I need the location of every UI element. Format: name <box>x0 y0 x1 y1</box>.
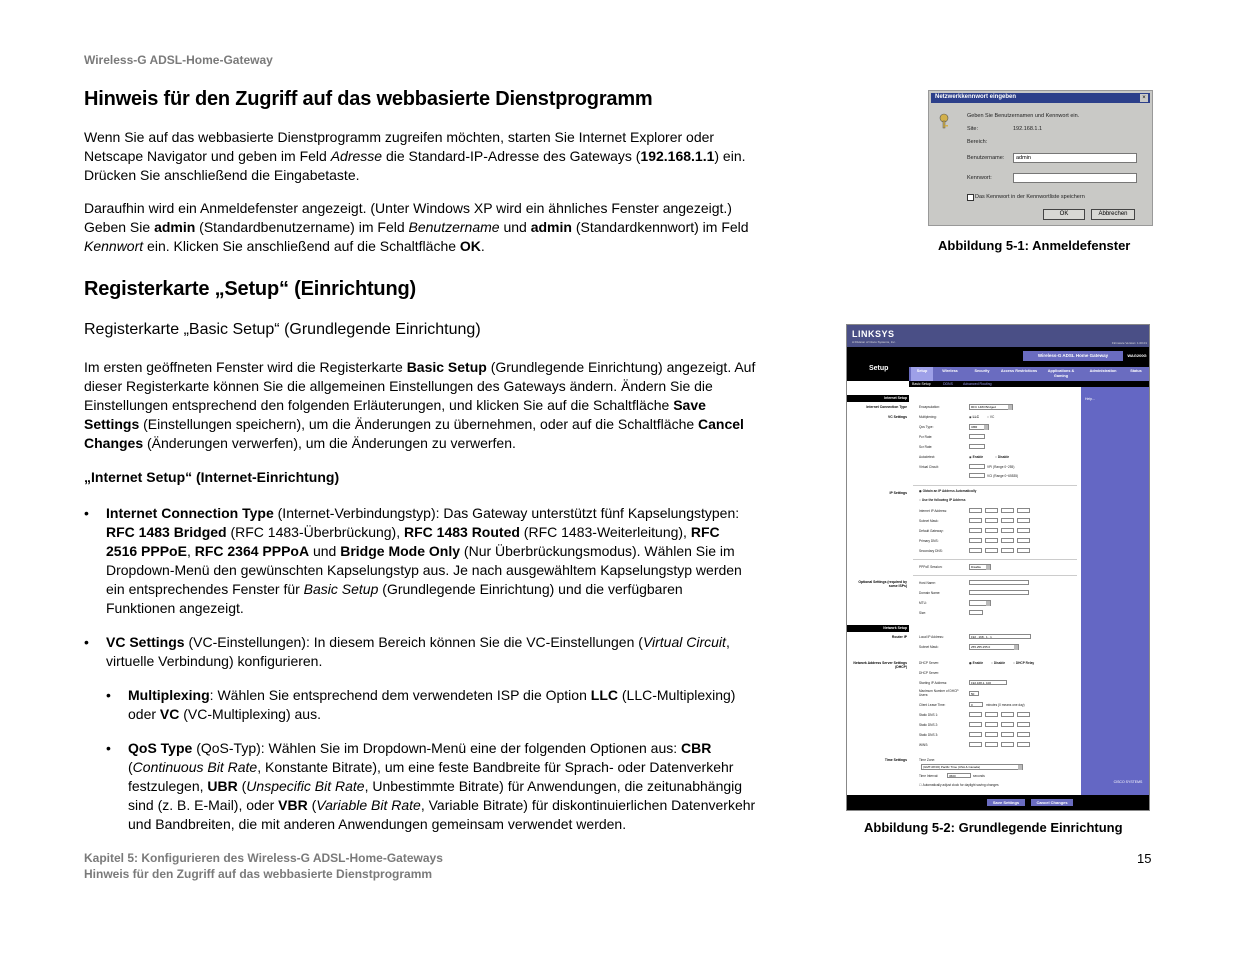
label-ip-settings: IP Settings <box>889 491 907 495</box>
key-icon <box>939 113 953 129</box>
ip-octet-input[interactable] <box>1001 722 1014 727</box>
label-dhcp: Network Address Server Settings (DHCP) <box>853 661 907 669</box>
section-title: Internet Setup <box>884 396 907 400</box>
password-label: Kennwort: <box>967 175 992 181</box>
linksys-logo: LINKSYS <box>852 329 895 339</box>
ip-octet-input[interactable] <box>985 518 998 523</box>
footer-section: Hinweis für den Zugriff auf das webbasierte Dienstprogramm <box>84 867 433 881</box>
firmware-version: Firmware Version: 1.00.01 <box>1111 341 1147 345</box>
tab-status[interactable]: Status <box>1130 369 1142 373</box>
interval-unit: seconds <box>973 774 985 778</box>
row-time-zone: Time Zone: <box>919 758 936 762</box>
start-ip-input[interactable]: 192.168.1. 100 <box>969 680 1007 685</box>
ip-octet-input[interactable] <box>985 508 998 513</box>
row-autodetect: Autodetect: <box>919 455 936 459</box>
ip-octet-input[interactable] <box>969 508 982 513</box>
bullet-marker: • <box>106 687 111 703</box>
help-link[interactable]: Help... <box>1085 397 1096 401</box>
ip-octet-input[interactable] <box>969 722 982 727</box>
row-internet-ip: Internet IP Address: <box>919 509 947 513</box>
obtain-ip-radio[interactable]: ◉ Obtain an IP Address Automatically <box>919 489 977 493</box>
tab-access-restrictions[interactable]: Access Restrictions <box>1000 369 1038 373</box>
section-bar-internet-setup <box>847 395 909 402</box>
tab-applications-gaming[interactable]: Applications & Gaming <box>1047 369 1075 378</box>
ip-octet-input[interactable] <box>1017 548 1030 553</box>
bullet-vc-settings <box>84 633 764 673</box>
paragraph-access-1: Wenn Sie auf das webbasierte Dienstprogramm zugreifen möchten, starten Sie Internet Explorer oder Netscape Navigator und geben im Feld Adresse die Standard-IP-Adresse des Gateways (192.168.1.1) ein. Drücken Sie anschließend die Eingabetaste. <box>84 129 746 183</box>
save-password-checkbox[interactable] <box>967 194 974 201</box>
running-header: Wireless-G ADSL-Home-Gateway <box>84 53 273 67</box>
subsection-heading-basic-setup: Registerkarte „Basic Setup“ (Grundlegende Einrichtung) <box>84 321 481 338</box>
llc-radio[interactable]: ◉ LLC <box>969 415 979 419</box>
router-header <box>847 325 1150 347</box>
ip-octet-input[interactable] <box>985 742 998 747</box>
save-password-label: Das Kennwort in der Kennwortliste speichern <box>975 194 1085 200</box>
domain-name-input[interactable] <box>969 590 1029 595</box>
ip-octet-input[interactable] <box>969 538 982 543</box>
cancel-changes-button[interactable]: Cancel Changes <box>1031 799 1073 806</box>
figure-caption-login: Abbildung 5-1: Anmeldefenster <box>938 238 1131 253</box>
section-heading-access: Hinweis für den Zugriff auf das webbasierte Dienstprogramm <box>84 88 653 110</box>
local-ip-input[interactable]: 192 . 168 . 1 . 1 <box>969 634 1031 639</box>
ip-octet-input[interactable] <box>985 722 998 727</box>
product-name: Wireless-G ADSL Home Gateway <box>1023 351 1123 361</box>
pcr-input[interactable] <box>969 434 985 439</box>
lease-input[interactable]: 0 <box>969 702 983 707</box>
row-host-name: Host Name: <box>919 581 936 585</box>
left-column <box>847 387 909 811</box>
ip-octet-input[interactable] <box>969 548 982 553</box>
ip-octet-input[interactable] <box>1017 528 1030 533</box>
row-static-dns-2: Static DNS 2: <box>919 723 939 727</box>
paragraph-basic-setup: Im ersten geöffneten Fenster wird die Registerkarte Basic Setup (Grundlegende Einrichtung) angezeigt. Auf dieser Registerkarte können Sie die allgemeinen Einstellungen des Gateways ändern. Ändern Sie die Einstellungen entsprechend den folgenden Erläuterungen, und klicken Sie auf die Schaltfläche Save Settings (Einstellungen speichern), um die Änderungen zu übernehmen, oder auf die Schaltfläche Cancel Changes (Änderungen verwerfen), um die Änderungen zu verwerfen. <box>84 359 756 451</box>
divider <box>913 485 1077 486</box>
row-scr: Scr Rate: <box>919 445 933 449</box>
row-subnet-mask: Subnet Mask: <box>919 645 939 649</box>
row-secondary-dns: Secondary DNS: <box>919 549 943 553</box>
size-input[interactable] <box>969 610 983 615</box>
row-subnet: Subnet Mask: <box>919 519 939 523</box>
row-max-users: Maximum Number of DHCP Users: <box>919 689 959 697</box>
row-size: Size: <box>919 611 927 615</box>
label-vc-settings: VC Settings <box>887 415 907 419</box>
ip-octet-input[interactable] <box>1001 742 1014 747</box>
ip-octet-input[interactable] <box>1017 742 1030 747</box>
divider <box>913 559 1077 560</box>
bullet-qos-type <box>106 739 766 839</box>
ip-octet-input[interactable] <box>1001 538 1014 543</box>
ok-button[interactable]: OK <box>1043 209 1085 220</box>
ip-octet-input[interactable] <box>1001 528 1014 533</box>
row-gateway: Default Gateway: <box>919 529 944 533</box>
time-zone-select[interactable]: (GMT-08:00) Pacific Time (USA & Canada) <box>921 764 1023 770</box>
password-field[interactable] <box>1013 173 1137 183</box>
logo-subtitle: A Division of Cisco Systems, Inc. <box>852 340 896 344</box>
tab-administration[interactable]: Administration <box>1089 369 1117 373</box>
site-value: 192.168.1.1 <box>1013 126 1043 132</box>
label-time-settings: Time Settings <box>884 758 907 762</box>
ip-octet-input[interactable] <box>969 732 982 737</box>
figure-login-dialog <box>928 90 1153 226</box>
ip-octet-input[interactable] <box>1001 518 1014 523</box>
save-settings-button[interactable]: Save Settings <box>987 799 1025 806</box>
ip-octet-input[interactable] <box>969 742 982 747</box>
row-pppoe: PPPoE Session: <box>919 565 943 569</box>
ip-octet-input[interactable] <box>985 732 998 737</box>
row-multiplexing: Multiplexing: <box>919 415 937 419</box>
row-qos: Qos Type: <box>919 425 934 429</box>
vpi-range: VPI (Range 0~255) <box>987 465 1015 469</box>
encapsulation-select[interactable]: RFC 1483 Bridged <box>969 404 1013 410</box>
ip-octet-input[interactable] <box>969 528 982 533</box>
subtab-basic-setup[interactable]: Basic Setup <box>912 382 931 386</box>
vci-range: VCI (Range 0~65535) <box>987 474 1019 478</box>
subtab-ddns[interactable]: DDNS <box>943 382 953 386</box>
row-time-interval: Time Interval: <box>919 774 939 778</box>
section-label: Setup <box>869 365 889 372</box>
time-interval-input[interactable]: 3600 <box>947 773 971 778</box>
tab-setup[interactable]: Setup <box>911 367 933 381</box>
ip-octet-input[interactable] <box>1017 712 1030 717</box>
help-column <box>1081 387 1150 811</box>
section-heading-setup: Registerkarte „Setup“ (Einrichtung) <box>84 278 416 300</box>
label-optional-settings: Optional Settings (required by some ISPs) <box>858 580 907 588</box>
site-label: Site: <box>967 126 979 132</box>
ip-octet-input[interactable] <box>1017 732 1030 737</box>
bullet-internet-connection-type <box>84 504 764 619</box>
cisco-logo: CISCO SYSTEMS <box>1113 780 1143 784</box>
row-encapsulation: Encapsulation: <box>919 405 940 409</box>
row-static-dns-1: Static DNS 1: <box>919 713 939 717</box>
max-users-input[interactable]: 50 <box>969 691 979 696</box>
qos-select[interactable]: UBR <box>969 424 989 430</box>
ip-octet-input[interactable] <box>1017 722 1030 727</box>
close-icon[interactable]: × <box>1140 94 1148 102</box>
bullet-text: QoS Type (QoS-Typ): Wählen Sie im Dropdown-Menü eine der folgenden Optionen aus: CBR (Continuous Bit Rate, Konstante Bitrate), um eine feste Bandbreite für Sprach- oder Datenverkehr festzulegen, UBR (Unspecific Bit Rate, Unbestimmte Bitrate) für Anwendungen, die zeitunabhängig sind (z. B. E-Mail), oder VBR (Variable Bit Rate, Variable Bitrate) für diskontinuierlichen Datenverkehr und Bandbreiten, die mit anderen Anwendungen gemeinsam verwendet werden. <box>128 740 756 832</box>
bullet-text: Multiplexing: Wählen Sie entsprechend dem verwendeten ISP die Option LLC (LLC-Multiplexing) oder VC (VC-Multiplexing) aus. <box>128 687 736 722</box>
bullet-marker: • <box>106 740 111 756</box>
cancel-button[interactable]: Abbrechen <box>1091 209 1135 220</box>
row-wins: WINS: <box>919 743 929 747</box>
page-number: 15 <box>1137 851 1152 866</box>
row-dhcp-server: DHCP Server: <box>919 661 940 665</box>
row-static-dns-3: Static DNS 3: <box>919 733 939 737</box>
footer-chapter: Kapitel 5: Konfigurieren des Wireless-G ADSL-Home-Gateways <box>84 851 443 865</box>
vpi-input[interactable] <box>969 464 985 469</box>
bullet-text: Internet Connection Type (Internet-Verbindungstyp): Das Gateway unterstützt fünf Kapselungstypen: RFC 1483 Bridged (RFC 1483-Überbrückung), RFC 1483 Routed (RFC 1483-Weiterleitung), RFC 2516 PPPoE, RFC 2364 PPPoA und Bridge Mode Only (Nur Überbrückungsmodus). Wählen Sie im Dropdown-Menü den gewünschten Kapselungstyp aus. Je nach ausgewähltem Kapselungstyp werden ein entsprechendes Fenster für Basic Setup (Grundlegende Einrichtung) und die verfügbaren Funktionen angezeigt. <box>106 505 742 616</box>
ip-octet-input[interactable] <box>985 538 998 543</box>
ip-octet-input[interactable] <box>985 712 998 717</box>
pppoe-select[interactable]: Disable <box>969 564 991 570</box>
subnet-mask-select[interactable]: 255.255.255.0 <box>969 644 1019 650</box>
label-router-ip: Router IP <box>891 635 907 639</box>
tab-security[interactable]: Security <box>974 369 990 373</box>
row-dhcp-server-2: DHCP Server: <box>919 671 940 675</box>
row-mtu: MTU: <box>919 601 927 605</box>
section-title: Network Setup <box>883 626 907 630</box>
row-start-ip: Starting IP Address: <box>919 681 948 685</box>
ip-octet-input[interactable] <box>985 528 998 533</box>
username-label: Benutzername: <box>967 155 1005 161</box>
main-nav <box>909 367 1150 381</box>
row-primary-dns: Primary DNS: <box>919 539 939 543</box>
row-domain-name: Domain Name: <box>919 591 941 595</box>
subtab-advanced-routing[interactable]: Advanced Routing <box>963 382 992 386</box>
divider <box>913 575 1077 576</box>
dst-checkbox[interactable]: ☐ Automatically adjust clock for daylight saving changes <box>919 783 999 787</box>
model-number: WAG200G <box>1127 353 1147 358</box>
lease-unit: minutes (0 means one day) <box>986 703 1025 707</box>
mtu-select[interactable] <box>969 600 991 606</box>
ip-octet-input[interactable] <box>969 712 982 717</box>
dhcp-enable-radio[interactable]: ◉ Enable <box>969 661 984 665</box>
ip-octet-input[interactable] <box>1017 508 1030 513</box>
figure-caption-basic-setup: Abbildung 5-2: Grundlegende Einrichtung <box>864 820 1123 835</box>
dialog-prompt: Geben Sie Benutzernamen und Kennwort ein. <box>967 113 1080 119</box>
section-bar-network-setup <box>847 625 909 632</box>
bullet-multiplexing <box>106 686 766 726</box>
row-virtual-circuit: Virtual Circuit: <box>919 465 939 469</box>
row-local-ip: Local IP Address: <box>919 635 944 639</box>
username-field[interactable]: admin <box>1013 153 1137 163</box>
scr-input[interactable] <box>969 444 985 449</box>
autodetect-disable-radio[interactable]: ○ Disable <box>995 455 1010 459</box>
dhcp-relay-radio[interactable]: ○ DHCP Relay <box>1013 661 1035 665</box>
figure-basic-setup <box>846 324 1150 811</box>
ip-octet-input[interactable] <box>985 548 998 553</box>
use-following-ip-radio[interactable]: ○ Use the following IP Address <box>919 498 966 502</box>
ip-octet-input[interactable] <box>1017 518 1030 523</box>
ip-octet-input[interactable] <box>969 518 982 523</box>
dhcp-disable-radio[interactable]: ○ Disable <box>991 661 1006 665</box>
ip-octet-input[interactable] <box>1001 548 1014 553</box>
ip-octet-input[interactable] <box>1001 712 1014 717</box>
realm-label: Bereich: <box>967 139 988 145</box>
paragraph-access-2: Daraufhin wird ein Anmeldefenster angezeigt. (Unter Windows XP wird ein ähnliches Fenster angezeigt.) Geben Sie admin (Standardbenutzername) im Feld Benutzername und admin (Standardkennwort) im Feld Kennwort ein. Klicken Sie anschließend auf die Schaltfläche OK. <box>84 200 749 254</box>
ip-octet-input[interactable] <box>1001 732 1014 737</box>
ip-octet-input[interactable] <box>1017 538 1030 543</box>
bullet-text: VC Settings (VC-Einstellungen): In diesem Bereich können Sie die VC-Einstellungen (Virtual Circuit, virtuelle Verbindung) konfigurieren. <box>106 634 730 669</box>
autodetect-enable-radio[interactable]: ◉ Enable <box>969 455 984 459</box>
row-pcr: Pcr Rate: <box>919 435 933 439</box>
vci-input[interactable] <box>969 473 985 478</box>
dialog-titlebar <box>931 93 1150 103</box>
dialog-title: Netzwerkkennwort eingeben <box>935 94 1017 100</box>
ip-octet-input[interactable] <box>1001 508 1014 513</box>
tab-wireless[interactable]: Wireless <box>942 369 958 373</box>
vc-radio[interactable]: ○ VC <box>987 415 995 419</box>
row-lease: Client Lease Time: <box>919 703 946 707</box>
host-name-input[interactable] <box>969 580 1029 585</box>
heading-internet-setup: „Internet Setup“ (Internet-Einrichtung) <box>84 469 340 485</box>
bullet-marker: • <box>84 505 89 521</box>
label-connection-type: Internet Connection Type <box>866 405 907 409</box>
bullet-marker: • <box>84 634 89 650</box>
